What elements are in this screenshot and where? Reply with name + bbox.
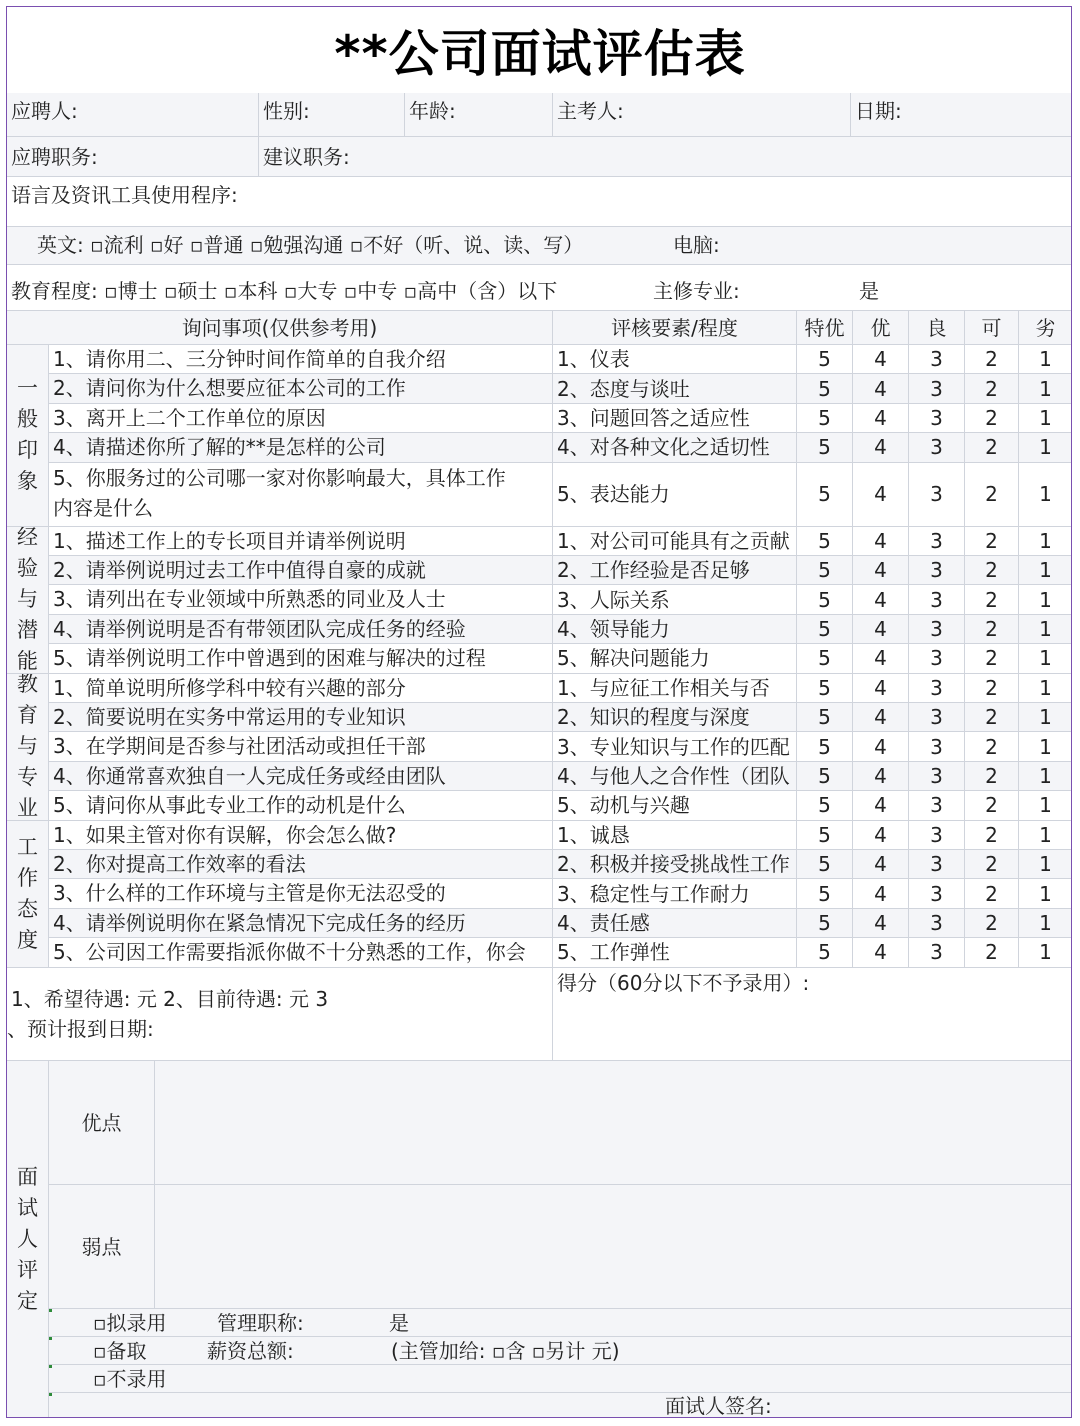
question-text: 5、你服务过的公司哪一家对你影响最大，具体工作 xyxy=(53,465,506,490)
evaluation-label-char: 评 xyxy=(17,1258,38,1282)
score-option[interactable]: 3 xyxy=(909,556,965,585)
question-text: 4、请举例说明你在紧急情况下完成任务的经历 xyxy=(53,910,466,935)
score-option[interactable]: 3 xyxy=(909,585,965,614)
section-label-char: 与 xyxy=(17,734,38,759)
score-option[interactable]: 5 xyxy=(797,879,853,908)
criteria-cell: 2、积极并接受挑战性工作 xyxy=(553,850,797,879)
section-label-char: 象 xyxy=(17,469,38,494)
score-option[interactable]: 2 xyxy=(965,850,1019,879)
grade-header: 特优 xyxy=(797,311,853,345)
score-option[interactable]: 4 xyxy=(853,938,909,967)
question-text: 2、请问你为什么想要应征本公司的工作 xyxy=(53,376,406,401)
management-title-yes: 是 xyxy=(389,1311,409,1335)
score-option[interactable]: 4 xyxy=(853,674,909,703)
criteria-cell: 3、稳定性与工作耐力 xyxy=(553,879,797,908)
score-option[interactable]: 1 xyxy=(1019,463,1072,527)
criteria-cell: 1、对公司可能具有之贡献 xyxy=(553,527,797,556)
score-option[interactable]: 4 xyxy=(853,404,909,433)
score-option[interactable]: 5 xyxy=(797,644,853,673)
criteria-header: 评核要素/程度 xyxy=(553,311,797,345)
criteria-cell: 3、人际关系 xyxy=(553,585,797,614)
score-label[interactable]: 得分（60分以下不予录用）: xyxy=(557,971,810,995)
question-cell xyxy=(49,762,553,791)
section-label-char: 专 xyxy=(17,765,38,790)
examiner-field[interactable]: 主考人: xyxy=(553,93,851,137)
english-options[interactable]: 英文: ▫流利 ▫好 ▫普通 ▫勉强沟通 ▫不好（听、说、读、写） xyxy=(37,233,584,257)
management-title-label[interactable]: 管理职称: xyxy=(217,1311,304,1335)
criteria-cell: 5、动机与兴趣 xyxy=(553,791,797,820)
score-option[interactable]: 3 xyxy=(909,615,965,644)
score-option[interactable]: 3 xyxy=(909,674,965,703)
score-option[interactable]: 1 xyxy=(1019,433,1072,462)
question-cell xyxy=(49,674,553,703)
score-option[interactable]: 5 xyxy=(797,463,853,527)
score-option[interactable]: 4 xyxy=(853,644,909,673)
question-cell xyxy=(49,585,553,614)
expected-start-date[interactable]: 、预计报到日期: xyxy=(7,1017,154,1041)
score-option[interactable]: 2 xyxy=(965,791,1019,820)
evaluation-label-char: 人 xyxy=(17,1227,38,1251)
score-option[interactable]: 5 xyxy=(797,556,853,585)
criteria-cell: 4、与他人之合作性（团队 xyxy=(553,762,797,791)
score-option[interactable]: 4 xyxy=(853,791,909,820)
score-option[interactable]: 3 xyxy=(909,938,965,967)
criteria-cell: 5、工作弹性 xyxy=(553,938,797,967)
grade-header: 优 xyxy=(853,311,909,345)
grade-header: 可 xyxy=(965,311,1019,345)
age-field[interactable]: 年龄: xyxy=(405,93,553,137)
score-option[interactable]: 5 xyxy=(797,938,853,967)
score-option[interactable]: 4 xyxy=(853,556,909,585)
score-option[interactable]: 3 xyxy=(909,762,965,791)
score-option[interactable]: 3 xyxy=(909,703,965,732)
supervisor-allowance[interactable]: (主管加给: ▫含 ▫另计 元) xyxy=(391,1339,620,1363)
score-option[interactable]: 1 xyxy=(1019,938,1072,967)
section-label-char: 育 xyxy=(17,703,38,728)
score-option[interactable]: 2 xyxy=(965,615,1019,644)
section-label-char: 经 xyxy=(17,526,38,550)
score-option[interactable]: 4 xyxy=(853,909,909,938)
question-cell xyxy=(49,791,553,820)
score-option[interactable]: 1 xyxy=(1019,644,1072,673)
signature-row xyxy=(49,1393,1072,1418)
question-text: 1、请你用二、三分钟时间作简单的自我介绍 xyxy=(53,347,446,371)
question-cell xyxy=(49,374,553,403)
score-option[interactable]: 1 xyxy=(1019,879,1072,908)
position-field[interactable]: 应聘职务: xyxy=(7,137,259,177)
score-option[interactable]: 2 xyxy=(965,585,1019,614)
date-field[interactable]: 日期: xyxy=(851,93,1072,137)
weaknesses-label: 弱点 xyxy=(49,1185,155,1309)
question-text: 4、请描述你所了解的**是怎样的公司 xyxy=(53,435,386,460)
question-text: 3、什么样的工作环境与主管是你无法忍受的 xyxy=(53,881,446,906)
score-option[interactable]: 1 xyxy=(1019,585,1072,614)
score-option[interactable]: 1 xyxy=(1019,674,1072,703)
score-option[interactable]: 2 xyxy=(965,374,1019,403)
score-option[interactable]: 2 xyxy=(965,674,1019,703)
section-label-char: 作 xyxy=(17,865,38,890)
question-text: 5、公司因工作需要指派你做不十分熟悉的工作，你会 xyxy=(53,940,526,965)
question-cell xyxy=(49,909,553,938)
major-label[interactable]: 主修专业: xyxy=(653,279,740,303)
score-option[interactable]: 2 xyxy=(965,909,1019,938)
score-option[interactable]: 5 xyxy=(797,615,853,644)
gender-field[interactable]: 性别: xyxy=(259,93,405,137)
score-option[interactable]: 1 xyxy=(1019,345,1072,374)
education-row xyxy=(7,265,1072,311)
question-text: 3、离开上二个工作单位的原因 xyxy=(53,405,326,430)
backup-row xyxy=(49,1337,1072,1365)
question-cell xyxy=(49,821,553,850)
score-option[interactable]: 5 xyxy=(797,732,853,761)
section-label-char: 一 xyxy=(17,376,38,401)
score-option[interactable]: 4 xyxy=(853,433,909,462)
section-label xyxy=(7,345,49,527)
question-text: 1、简单说明所修学科中较有兴趣的部分 xyxy=(53,675,406,700)
score-option[interactable]: 1 xyxy=(1019,615,1072,644)
evaluation-form xyxy=(6,6,1072,1418)
cell-marker-icon xyxy=(49,1365,52,1368)
score-option[interactable]: 3 xyxy=(909,404,965,433)
question-text: 2、你对提高工作效率的看法 xyxy=(53,852,306,876)
criteria-cell: 1、与应征工作相关与否 xyxy=(553,674,797,703)
criteria-cell: 5、表达能力 xyxy=(553,463,797,527)
section-label-char: 教 xyxy=(17,673,38,697)
score-option[interactable]: 5 xyxy=(797,374,853,403)
strengths-label: 优点 xyxy=(49,1061,155,1185)
question-cell xyxy=(49,615,553,644)
criteria-cell: 2、知识的程度与深度 xyxy=(553,703,797,732)
section-label-char: 验 xyxy=(17,556,38,581)
computer-label[interactable]: 电脑: xyxy=(673,233,720,257)
question-text: 4、你通常喜欢独自一人完成任务或经由团队 xyxy=(53,763,446,788)
score-option[interactable]: 4 xyxy=(853,703,909,732)
score-option[interactable]: 2 xyxy=(965,703,1019,732)
score-option[interactable]: 5 xyxy=(797,585,853,614)
question-text: 5、请举例说明工作中曾遇到的困难与解决的过程 xyxy=(53,646,486,671)
language-heading: 语言及资讯工具使用程序: xyxy=(7,177,1072,227)
score-option[interactable]: 5 xyxy=(797,345,853,374)
section-label-char: 潜 xyxy=(17,618,38,643)
score-option[interactable]: 2 xyxy=(965,879,1019,908)
score-option[interactable]: 3 xyxy=(909,527,965,556)
score-option[interactable]: 5 xyxy=(797,703,853,732)
evaluation-label-char: 面 xyxy=(17,1165,38,1189)
score-option[interactable]: 3 xyxy=(909,463,965,527)
question-cell xyxy=(49,556,553,585)
score-option[interactable]: 2 xyxy=(965,732,1019,761)
score-option[interactable]: 5 xyxy=(797,404,853,433)
score-option[interactable]: 3 xyxy=(909,732,965,761)
section-label-char: 与 xyxy=(17,587,38,612)
score-option[interactable]: 3 xyxy=(909,850,965,879)
score-option[interactable]: 5 xyxy=(797,762,853,791)
score-option[interactable]: 5 xyxy=(797,791,853,820)
criteria-cell: 4、领导能力 xyxy=(553,615,797,644)
score-option[interactable]: 4 xyxy=(853,527,909,556)
section-label-char: 工 xyxy=(17,834,38,859)
score-option[interactable]: 3 xyxy=(909,909,965,938)
score-option[interactable]: 2 xyxy=(965,821,1019,850)
reject-row xyxy=(49,1365,1072,1393)
section-label-char: 态 xyxy=(17,896,38,921)
score-option[interactable]: 3 xyxy=(909,345,965,374)
score-option[interactable]: 5 xyxy=(797,674,853,703)
weaknesses-field[interactable] xyxy=(155,1185,1072,1309)
score-block xyxy=(553,967,1072,1061)
section-label xyxy=(7,527,49,674)
score-option[interactable]: 3 xyxy=(909,791,965,820)
score-option[interactable]: 3 xyxy=(909,644,965,673)
form-title: **公司面试评估表 xyxy=(334,25,746,83)
score-option[interactable]: 4 xyxy=(853,585,909,614)
score-option[interactable]: 4 xyxy=(853,879,909,908)
evaluation-label xyxy=(7,1061,49,1418)
question-text: 4、请举例说明是否有带领团队完成任务的经验 xyxy=(53,616,466,641)
expected-pay[interactable]: 1、希望待遇: 元 2、目前待遇: 元 3 xyxy=(11,987,329,1011)
question-cell xyxy=(49,345,553,374)
score-option[interactable]: 1 xyxy=(1019,556,1072,585)
criteria-cell: 4、责任感 xyxy=(553,909,797,938)
criteria-cell: 5、解决问题能力 xyxy=(553,644,797,673)
score-option[interactable]: 1 xyxy=(1019,527,1072,556)
hire-row xyxy=(49,1309,1072,1337)
question-text-continued: 内容是什么 xyxy=(53,495,153,520)
score-option[interactable]: 2 xyxy=(965,345,1019,374)
question-text: 2、请举例说明过去工作中值得自豪的成就 xyxy=(53,558,426,582)
pay-block xyxy=(7,967,553,1061)
question-cell xyxy=(49,938,553,967)
score-option[interactable]: 4 xyxy=(853,850,909,879)
grade-header: 劣 xyxy=(1019,311,1072,345)
score-option[interactable]: 3 xyxy=(909,433,965,462)
education-options[interactable]: 教育程度: ▫博士 ▫硕士 ▫本科 ▫大专 ▫中专 ▫高中（含）以下 xyxy=(11,279,558,303)
score-option[interactable]: 1 xyxy=(1019,374,1072,403)
score-option[interactable]: 3 xyxy=(909,374,965,403)
question-cell xyxy=(49,703,553,732)
question-cell xyxy=(49,404,553,433)
section-label-char: 业 xyxy=(17,796,38,821)
evaluation-label-char: 定 xyxy=(17,1289,38,1313)
question-text: 3、在学期间是否参与社团活动或担任干部 xyxy=(53,734,426,759)
score-option[interactable]: 2 xyxy=(965,404,1019,433)
question-cell xyxy=(49,732,553,761)
cell-marker-icon xyxy=(49,1393,52,1396)
score-option[interactable]: 1 xyxy=(1019,821,1072,850)
section-label-char: 度 xyxy=(17,927,38,952)
score-option[interactable]: 4 xyxy=(853,374,909,403)
signature-label[interactable]: 面试人签名: xyxy=(665,1394,772,1418)
score-option[interactable]: 4 xyxy=(853,345,909,374)
score-option[interactable]: 5 xyxy=(797,850,853,879)
question-cell xyxy=(49,644,553,673)
question-cell xyxy=(49,527,553,556)
language-row xyxy=(7,227,1072,265)
strengths-field[interactable] xyxy=(155,1061,1072,1185)
section-label-char: 印 xyxy=(17,438,38,463)
cell-marker-icon xyxy=(49,1309,52,1312)
criteria-cell: 2、工作经验是否足够 xyxy=(553,556,797,585)
score-option[interactable]: 5 xyxy=(797,909,853,938)
reject-checkbox[interactable]: ▫不录用 xyxy=(93,1367,167,1391)
score-option[interactable]: 4 xyxy=(853,463,909,527)
score-option[interactable]: 2 xyxy=(965,938,1019,967)
section-label-char: 般 xyxy=(17,407,38,432)
score-option[interactable]: 1 xyxy=(1019,791,1072,820)
score-option[interactable]: 2 xyxy=(965,527,1019,556)
question-text: 1、如果主管对你有误解，你会怎么做? xyxy=(53,822,397,847)
criteria-cell: 1、诚恳 xyxy=(553,821,797,850)
score-option[interactable]: 2 xyxy=(965,762,1019,791)
salary-label[interactable]: 薪资总额: xyxy=(207,1339,294,1363)
question-cell xyxy=(49,879,553,908)
backup-checkbox[interactable]: ▫备取 xyxy=(93,1339,147,1363)
score-option[interactable]: 4 xyxy=(853,615,909,644)
grade-header: 良 xyxy=(909,311,965,345)
section-label xyxy=(7,674,49,821)
question-cell xyxy=(49,463,553,527)
score-option[interactable]: 3 xyxy=(909,821,965,850)
criteria-cell: 1、仪表 xyxy=(553,345,797,374)
score-option[interactable]: 2 xyxy=(965,556,1019,585)
major-yes: 是 xyxy=(859,279,879,303)
score-option[interactable]: 5 xyxy=(797,821,853,850)
score-option[interactable]: 5 xyxy=(797,433,853,462)
score-option[interactable]: 2 xyxy=(965,433,1019,462)
score-option[interactable]: 1 xyxy=(1019,404,1072,433)
score-option[interactable]: 1 xyxy=(1019,703,1072,732)
score-option[interactable]: 2 xyxy=(965,463,1019,527)
question-text: 2、简要说明在实务中常运用的专业知识 xyxy=(53,705,406,729)
score-option[interactable]: 4 xyxy=(853,821,909,850)
question-cell xyxy=(49,850,553,879)
cell-marker-icon xyxy=(49,1337,52,1340)
question-cell xyxy=(49,433,553,462)
score-option[interactable]: 1 xyxy=(1019,732,1072,761)
score-option[interactable]: 4 xyxy=(853,732,909,761)
score-option[interactable]: 3 xyxy=(909,879,965,908)
evaluation-label-char: 试 xyxy=(17,1196,38,1220)
applicant-field[interactable]: 应聘人: xyxy=(7,93,259,137)
question-text: 1、描述工作上的专长项目并请举例说明 xyxy=(53,528,406,553)
score-option[interactable]: 4 xyxy=(853,762,909,791)
score-option[interactable]: 1 xyxy=(1019,850,1072,879)
criteria-cell: 2、态度与谈吐 xyxy=(553,374,797,403)
section-label xyxy=(7,821,49,968)
score-option[interactable]: 1 xyxy=(1019,909,1072,938)
score-option[interactable]: 2 xyxy=(965,644,1019,673)
question-text: 5、请问你从事此专业工作的动机是什么 xyxy=(53,793,406,818)
criteria-cell: 4、对各种文化之适切性 xyxy=(553,433,797,462)
questions-header: 询问事项(仅供参考用) xyxy=(7,311,553,345)
suggested-position-field[interactable]: 建议职务: xyxy=(259,137,1072,177)
question-text: 3、请列出在专业领域中所熟悉的同业及人士 xyxy=(53,587,446,612)
criteria-cell: 3、问题回答之适应性 xyxy=(553,404,797,433)
hire-checkbox[interactable]: ▫拟录用 xyxy=(93,1311,167,1335)
score-option[interactable]: 5 xyxy=(797,527,853,556)
section-label-char: 能 xyxy=(17,649,38,674)
score-option[interactable]: 1 xyxy=(1019,762,1072,791)
criteria-cell: 3、专业知识与工作的匹配 xyxy=(553,732,797,761)
